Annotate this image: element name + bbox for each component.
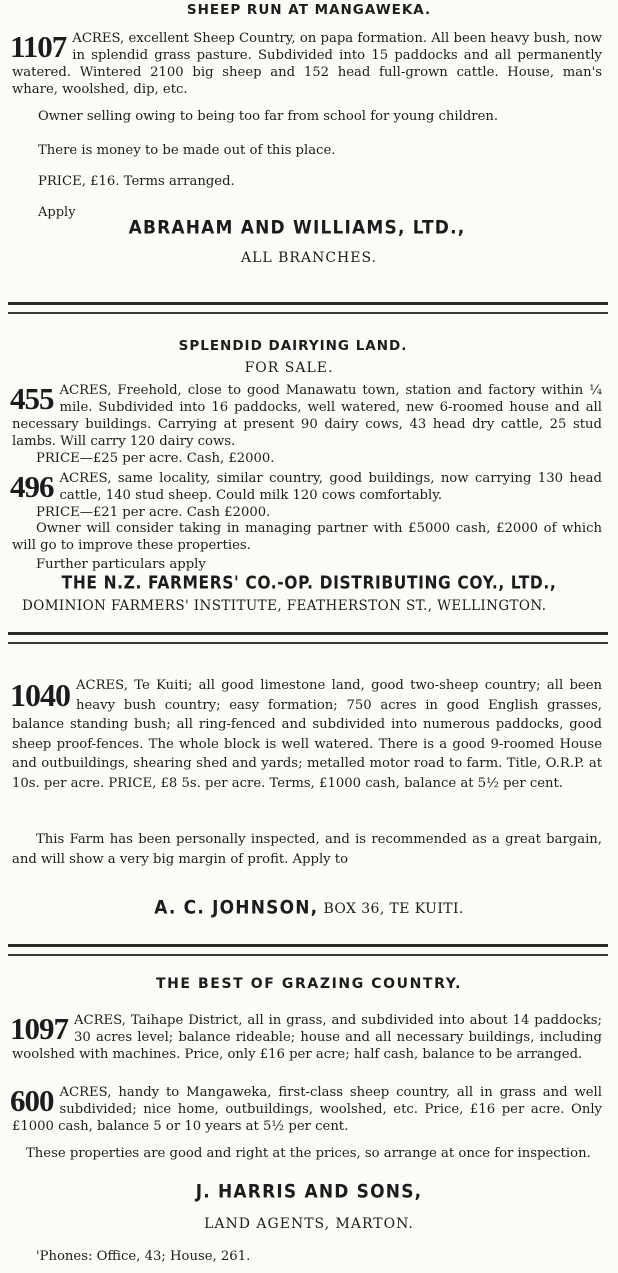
listing-text: ACRES, Freehold, close to good Manawatu town, station and factory within ¼ mile. Subdivided into 16 paddocks, well watered, new 6-roomed house and all necessary buildings. Carrying at present 90 dairy cows, 43 head dry cattle, 25 stud lambs. Will carry 120 dairy cows. bbox=[12, 383, 602, 449]
listing-text: ACRES, handy to Mangaweka, first-class sheep country, all in grass and well subdivided; nice home, outbuildings, woolshed, etc. Price, £16 per acre. Only £1000 cash, balance 5 or 10 years at 5½ per cent. bbox=[12, 1085, 602, 1134]
firm-name: J. HARRIS AND SONS, bbox=[195, 1180, 423, 1204]
ad-heading: THE BEST OF GRAZING COUNTRY. bbox=[155, 976, 463, 992]
listing-paragraph bbox=[12, 676, 602, 793]
ad-subheading: FOR SALE. bbox=[244, 360, 334, 376]
listing-paragraph bbox=[12, 470, 602, 504]
money-note: There is money to be made out of this place. bbox=[38, 143, 336, 158]
divider-rule bbox=[8, 312, 608, 314]
listing-number: 496 bbox=[10, 469, 54, 504]
firm-address: DOMINION FARMERS' INSTITUTE, FEATHERSTON ST., WELLINGTON. bbox=[22, 598, 547, 614]
listing-price: PRICE—£21 per acre. Cash £2000. bbox=[36, 505, 271, 520]
listing-paragraph bbox=[12, 1084, 602, 1135]
listing-number: 1097 bbox=[10, 1011, 68, 1046]
firm-name: A. C. JOHNSON, bbox=[154, 896, 319, 920]
listing-text: ACRES, same locality, similar country, good buildings, now carrying 130 head cattle, 140 stud sheep. Could milk 120 cows comfortably. bbox=[59, 471, 602, 503]
ad-heading: SHEEP RUN AT MANGAWEKA. bbox=[186, 2, 432, 18]
firm-line bbox=[0, 898, 618, 918]
apply-label: Apply bbox=[38, 205, 76, 220]
firm-name: ABRAHAM AND WILLIAMS, LTD., bbox=[128, 216, 466, 240]
firm-agents: LAND AGENTS, MARTON. bbox=[204, 1216, 414, 1232]
further-label: Further particulars apply bbox=[36, 557, 206, 572]
firm-name: THE N.Z. FARMERS' CO.-OP. DISTRIBUTING COY., LTD., bbox=[61, 572, 557, 594]
listing-paragraph bbox=[12, 1012, 602, 1063]
price: PRICE, £16. Terms arranged. bbox=[38, 174, 235, 189]
listing-price: PRICE—£25 per acre. Cash, £2000. bbox=[36, 451, 275, 466]
listing-number: 455 bbox=[10, 381, 54, 416]
owner-note: Owner will consider taking in managing partner with £5000 cash, £2000 of which will go to improve these properties. bbox=[12, 521, 602, 553]
listing-number: 1040 bbox=[10, 677, 70, 713]
ad-heading: SPLENDID DAIRYING LAND. bbox=[178, 338, 408, 354]
listing-number: 1107 bbox=[10, 29, 67, 64]
firm-address: BOX 36, TE KUITI. bbox=[323, 901, 464, 917]
divider-rule bbox=[8, 944, 608, 947]
divider-rule bbox=[8, 632, 608, 635]
listing-paragraph bbox=[12, 382, 602, 450]
listing-text: ACRES, excellent Sheep Country, on papa formation. All been heavy bush, now in splendid grass pasture. Subdivided into 15 paddocks and all permanently watered. Wintered 2100 big sheep and 152 head full-grown cattle. House, man's whare, woolshed, dip, etc. bbox=[12, 31, 602, 97]
recommendation-note: This Farm has been personally inspected, and is recommended as a great bargain, and will show a very big margin of profit. Apply to bbox=[12, 832, 602, 867]
listing-text: ACRES, Taihape District, all in grass, and subdivided into about 14 paddocks; 30 acres level; balance rideable; house and all necessary buildings, including woolshed with machines. Price, only £16 per acre; half cash, balance to be arranged. bbox=[12, 1013, 602, 1062]
properties-note: These properties are good and right at the prices, so arrange at once for inspection. bbox=[26, 1146, 591, 1161]
divider-rule bbox=[8, 302, 608, 305]
listing-text: ACRES, Te Kuiti; all good limestone land, good two-sheep country; all been heavy bush country; easy formation; 750 acres in good English grasses, balance standing bush; all ring-fenced and subdivided into numerous paddocks, good sheep proof-fences. The whole block is well watered. There is a good 9-roomed House and outbuildings, shearing shed and yards; metalled motor road to farm. Title, O.R.P. at 10s. per acre. PRICE, £8 5s. per acre. Terms, £1000 cash, balance at 5½ per cent. bbox=[12, 678, 602, 791]
divider-rule bbox=[8, 954, 608, 956]
phones: 'Phones: Office, 43; House, 261. bbox=[36, 1249, 251, 1264]
branches: ALL BRANCHES. bbox=[240, 250, 378, 266]
owner-note: Owner selling owing to being too far from school for young children. bbox=[38, 109, 499, 124]
listing-paragraph bbox=[12, 30, 602, 98]
listing-number: 600 bbox=[10, 1083, 54, 1118]
divider-rule bbox=[8, 642, 608, 644]
